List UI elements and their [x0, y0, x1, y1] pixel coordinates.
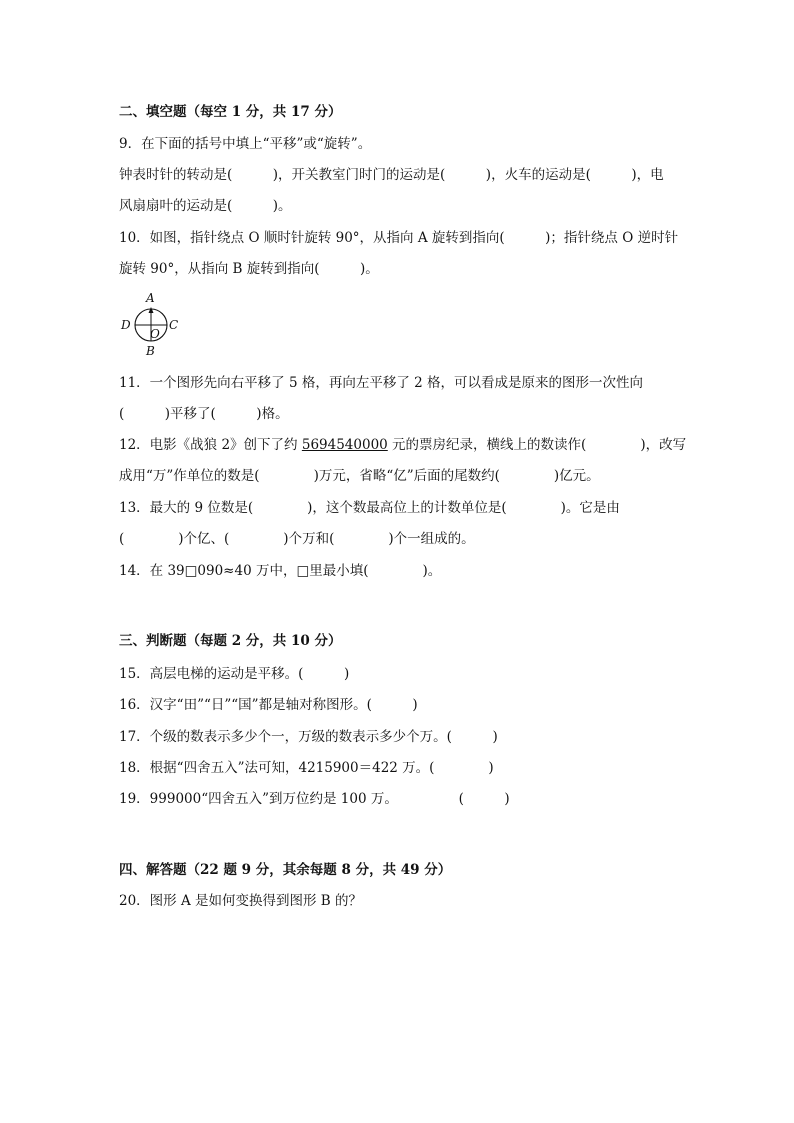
q12-line1-pre: 12．电影《战狼 2》创下了约: [119, 437, 302, 453]
section3-heading: 三、判断题（每题 2 分，共 10 分）: [119, 633, 342, 649]
label-c: C: [169, 318, 179, 332]
label-d: D: [121, 318, 131, 332]
q20: 20．图形 A 是如何变换得到图形 B 的？: [119, 893, 363, 909]
q16: 16．汉字“田”“日”“国”都是轴对称图形。( ): [119, 697, 418, 713]
q10-line1: 10．如图，指针绕点 O 顺时针旋转 90°，从指向 A 旋转到指向( )；指针绕点 O 逆时针: [119, 230, 679, 246]
q9-stem: 9．在下面的括号中填上“平移”或“旋转”。: [119, 136, 372, 152]
section2-heading: 二、填空题（每空 1 分，共 17 分）: [119, 104, 342, 120]
q18: 18．根据“四舍五入”法可知，4215900＝422 万。( ): [119, 760, 494, 776]
q12-line2: 成用“万”作单位的数是( )万元，省略“亿”后面的尾数约( )亿元。: [119, 468, 600, 484]
q14: 14．在 39□090≈40 万中，□里最小填( )。: [119, 563, 442, 579]
label-a: A: [146, 291, 155, 305]
q13-line1: 13．最大的 9 位数是( )，这个数最高位上的计数单位是( )。它是由: [119, 500, 620, 516]
arrow-head-icon: [149, 307, 154, 313]
q12-number: 5694540000: [301, 437, 388, 453]
q12-line1: [119, 436, 686, 454]
q13-line2: ( )个亿、( )个万和( )个一组成的。: [119, 531, 475, 547]
q15: 15．高层电梯的运动是平移。( ): [119, 666, 350, 682]
q11-line1: 11．一个图形先向右平移了 5 格，再向左平移了 2 格，可以看成是原来的图形一次性向: [119, 375, 644, 391]
clock-pointer-diagram: [116, 290, 186, 360]
q11-line2: ( )平移了( )格。: [119, 406, 289, 422]
circle-pointer-figure: [116, 290, 186, 360]
label-o: O: [150, 327, 160, 341]
q9-line1: 钟表时针的转动是( )，开关教室门时门的运动是( )，火车的运动是( )，电: [119, 167, 664, 183]
q10-line2: 旋转 90°，从指向 B 旋转到指向( )。: [119, 261, 379, 277]
q19: 19．999000“四舍五入”到万位约是 100 万。 ( ): [119, 791, 510, 807]
section4-heading: 四、解答题（22 题 9 分，其余每题 8 分，共 49 分）: [119, 862, 452, 878]
q17: 17．个级的数表示多少个一，万级的数表示多少个万。( ): [119, 729, 498, 745]
q9-line2: 风扇扇叶的运动是( )。: [119, 198, 292, 214]
label-b: B: [146, 344, 155, 358]
q12-line1-post: 元的票房纪录，横线上的数读作( )，改写: [387, 437, 687, 453]
